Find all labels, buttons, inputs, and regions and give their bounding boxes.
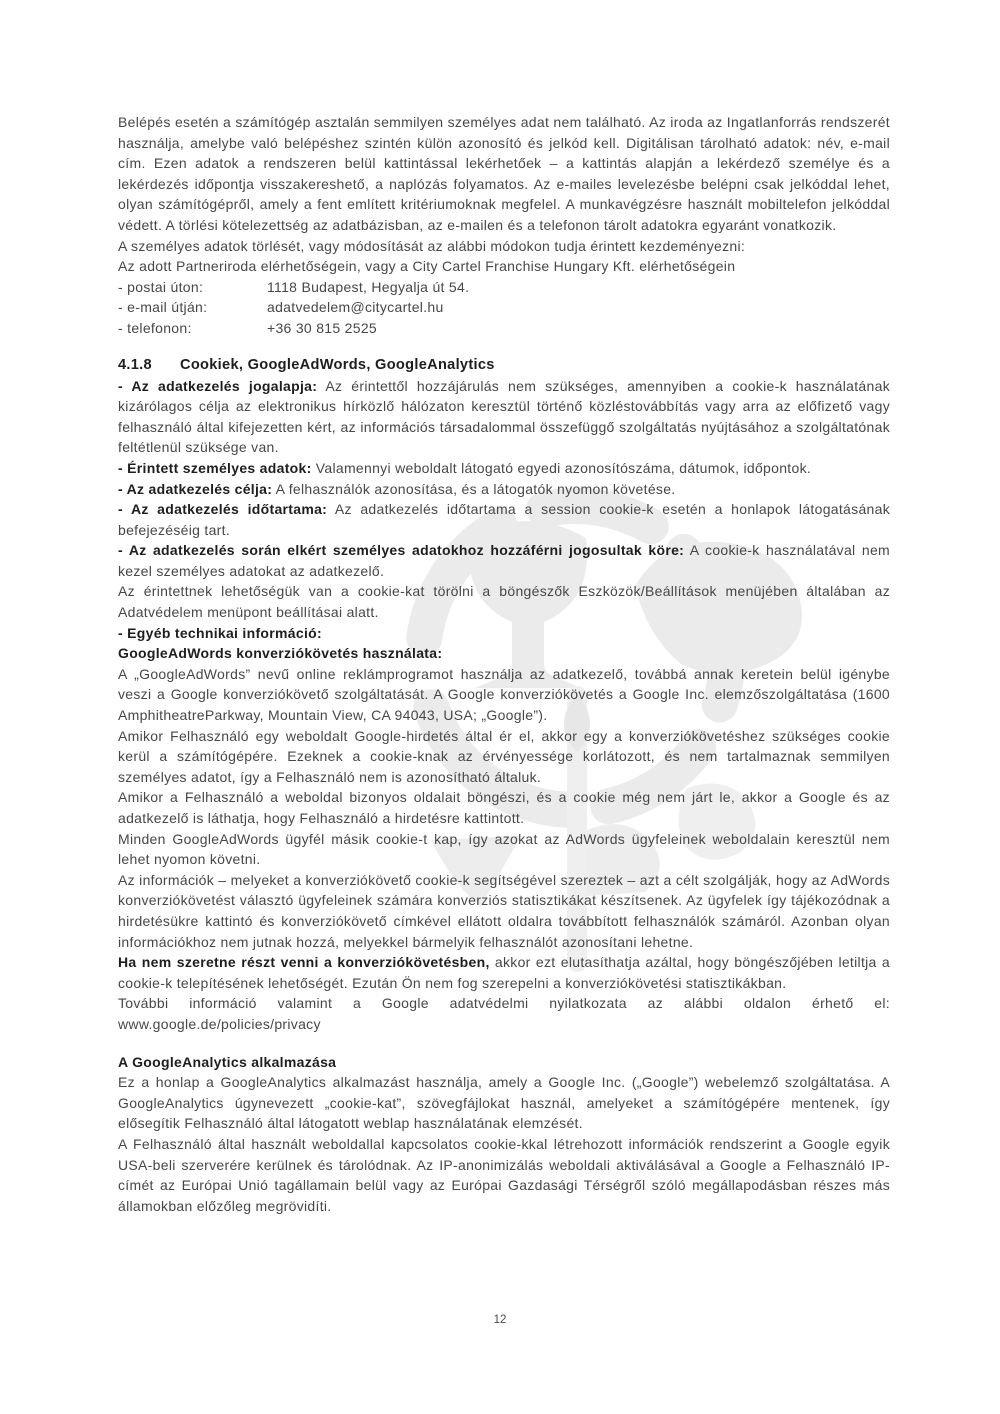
page-content [118, 112, 890, 1216]
paragraph-partner-office: Az adott Partneriroda elérhetőségein, vagy a City Cartel Franchise Hungary Kft. elérhetőségein [118, 258, 736, 275]
paragraph-more-info: További információ valamint a Google adatvédelmi nyilatkozata az alábbi oldalon érhető el: www.google.de/policies/privacy [118, 995, 890, 1032]
contact-label: - telefonon: [118, 319, 192, 336]
paragraph-adwords-1: A „GoogleAdWords” nevű online reklámprogramot használja az adatkezelő, továbbá annak keretein belül igénybe veszi a Google konverziókövető szolgáltatását. A Google konverziókövetés a Google Inc. elemzőszolgáltatása (1600 AmphitheatreParkway, Mountain View, CA 94043, USA; „Google”). [118, 665, 890, 724]
paragraph-delete-modify: A személyes adatok törlését, vagy módosítását az alábbi módokon tudja érintett kezdeményezni: [118, 237, 746, 254]
bold-lead: - Az adatkezelés időtartama: [118, 501, 328, 518]
contact-value: +36 30 815 2525 [267, 319, 377, 336]
heading-google-analytics: A GoogleAnalytics alkalmazása [118, 1053, 337, 1070]
paragraph-affected-data: - Érintett személyes adatok: Valamennyi weboldalt látogató egyedi azonosítószáma, dátumok, időpontok. [118, 459, 812, 476]
paragraph-legal-basis: - Az adatkezelés jogalapja: Az érintettől hozzájárulás nem szükséges, amennyiben a cookie-k használatának kizárólagos célja az elektronikus hírközlő hálózaton keresztül történő közléstovábbítás vagy arra az előfizető vagy felhasználó által kifejezetten kért, az információs társadalommal összefüggő szolgáltatás nyújtásához a szolgáltatónak feltétlenül szüksége van. [118, 377, 890, 456]
paragraph-adwords-4: Minden GoogleAdWords ügyfél másik cookie-t kap, így azokat az AdWords ügyfeleinek weboldalain keresztül nem lehet nyomon követni. [118, 830, 890, 868]
bold-lead: - Az adatkezelés jogalapja: [118, 377, 318, 394]
paragraph-adwords-2: Amikor Felhasználó egy weboldalt Google-hirdetés által ér el, akkor egy a konverziókövetéshez szükséges cookie kerül a számítógépére. Ezeknek a cookie-knak az érvényessége korlátozott, és nem tartalmaznak semmilyen személyes adatot, így a Felhasználó nem is azonosítható általuk. [118, 727, 890, 785]
section-heading-4-1-8 [118, 355, 890, 376]
contact-row-email [118, 297, 890, 318]
bold-lead: - Az adatkezelés célja: [118, 480, 273, 497]
contact-row-postal [118, 277, 890, 298]
contact-label: - e-mail útján: [118, 299, 208, 316]
contact-label: - postai úton: [118, 278, 204, 295]
heading-other-technical-info: - Egyéb technikai információ: [118, 624, 322, 641]
paragraph-purpose: - Az adatkezelés célja: A felhasználók azonosítása, és a látogatók nyomon követése. [118, 480, 676, 497]
paragraph-analytics-2: A Felhasználó által használt weboldallal kapcsolatos cookie-kkal létrehozott információk rendszerint a Google egyik USA-beli szerverére kerülnek és tárolódnak. Az IP-anonimizálás weboldali aktiválásával a Google a Felhasználó IP-címét az Európai Unió tagállamain belül vagy az Európai Gazdasági Térségről szóló megállapodásban részes más államokban előzőleg megrövidíti. [118, 1135, 890, 1214]
paragraph-intro: Belépés esetén a számítógép asztalán semmilyen személyes adat nem található. Az iroda az Ingatlanforrás rendszerét használja, amelybe való belépéshez szintén külön azonosító és jelkód kell. Digitálisan tárolható adatok: név, e-mail cím. Ezen adatok a rendszeren belül kattintással lekérhetőek – a kattintás alapján a lekérdező személye és a lekérdezés időpontja visszakereshető, a naplózás folyamatos. Az e-mailes levelezésbe belépni csak jelkóddal lehet, olyan számítógépről, amely a fent említett kritériumoknak megfelel. A munkavégzésre használt mobiltelefon jelkóddal védett. A törlési kötelezettség az adatbázisban, az e-mailen és a telefonon tárolt adatokra egyaránt vonatkozik. [118, 114, 890, 233]
contact-value: 1118 Budapest, Hegyalja út 54. [267, 278, 470, 295]
heading-adwords-conversion: GoogleAdWords konverziókövetés használata: [118, 645, 443, 662]
section-number: 4.1.8 [118, 356, 152, 373]
bold-lead: - Érintett személyes adatok: [118, 459, 312, 476]
paragraph-access-rights: - Az adatkezelés során elkért személyes adatokhoz hozzáférni jogosultak köre: A cookie-k használatával nem kezel személyes adatokat az adatkezelő. [118, 542, 891, 579]
paragraph-adwords-3: Amikor a Felhasználó a weboldal bizonyos oldalait böngészi, és a cookie még nem járt le, akkor a Google és az adatkezelő is láthatja, hogy Felhasználó a hirdetésre kattintott. [118, 789, 890, 826]
bold-lead: Ha nem szeretne részt venni a konverziókövetésben, [118, 954, 490, 971]
paragraph-duration: - Az adatkezelés időtartama: Az adatkezelés időtartama a session cookie-k esetén a honlapok látogatásának befejezéséig tart. [118, 501, 890, 538]
contact-row-phone [118, 318, 890, 339]
paragraph-adwords-5: Az információk – melyeket a konverziókövető cookie-k segítségével szereztek – azt a célt szolgálják, hogy az AdWords konverziókövetést választó ügyfeleinek számára konverziós statisztikákat készítsenek. Az ügyfelek így tájékozódnak a hirdetésükre kattintó és konverziókövető címkével ellátott oldalra továbbított felhasználók számáról. Azonban olyan információkhoz nem jutnak hozzá, melyekkel bármelyik felhasználót azonosítani lehetne. [118, 871, 890, 950]
paragraph-cookie-delete: Az érintettnek lehetőségük van a cookie-kat törölni a böngészők Eszközök/Beállítások menüjében általában az Adatvédelem menüpont beállításai alatt. [118, 583, 890, 621]
page-number: 12 [493, 1314, 507, 1326]
bold-lead: - Az adatkezelés során elkért személyes adatokhoz hozzáférni jogosultak köre: [118, 542, 685, 559]
paragraph-opt-out: Ha nem szeretne részt venni a konverziókövetésben, akkor ezt elutasíthatja azáltal, hogy böngészőjében letiltja a cookie-k telepítésének lehetőségét. Ezután Ön nem fog szerepelni a konverziókövetési statisztikákban. [118, 954, 890, 991]
section-title: Cookiek, GoogleAdWords, GoogleAnalytics [180, 356, 495, 373]
contact-value: adatvedelem@citycartel.hu [267, 299, 444, 316]
paragraph-analytics-1: Ez a honlap a GoogleAnalytics alkalmazást használja, amely a Google Inc. („Google”) webelemző szolgáltatása. A GoogleAnalytics úgynevezett „cookie-kat”, szövegfájlokat használ, amelyeket a számítógépére mentenek, így elősegítik Felhasználó által látogatott weblap használatának elemzését. [118, 1074, 890, 1132]
